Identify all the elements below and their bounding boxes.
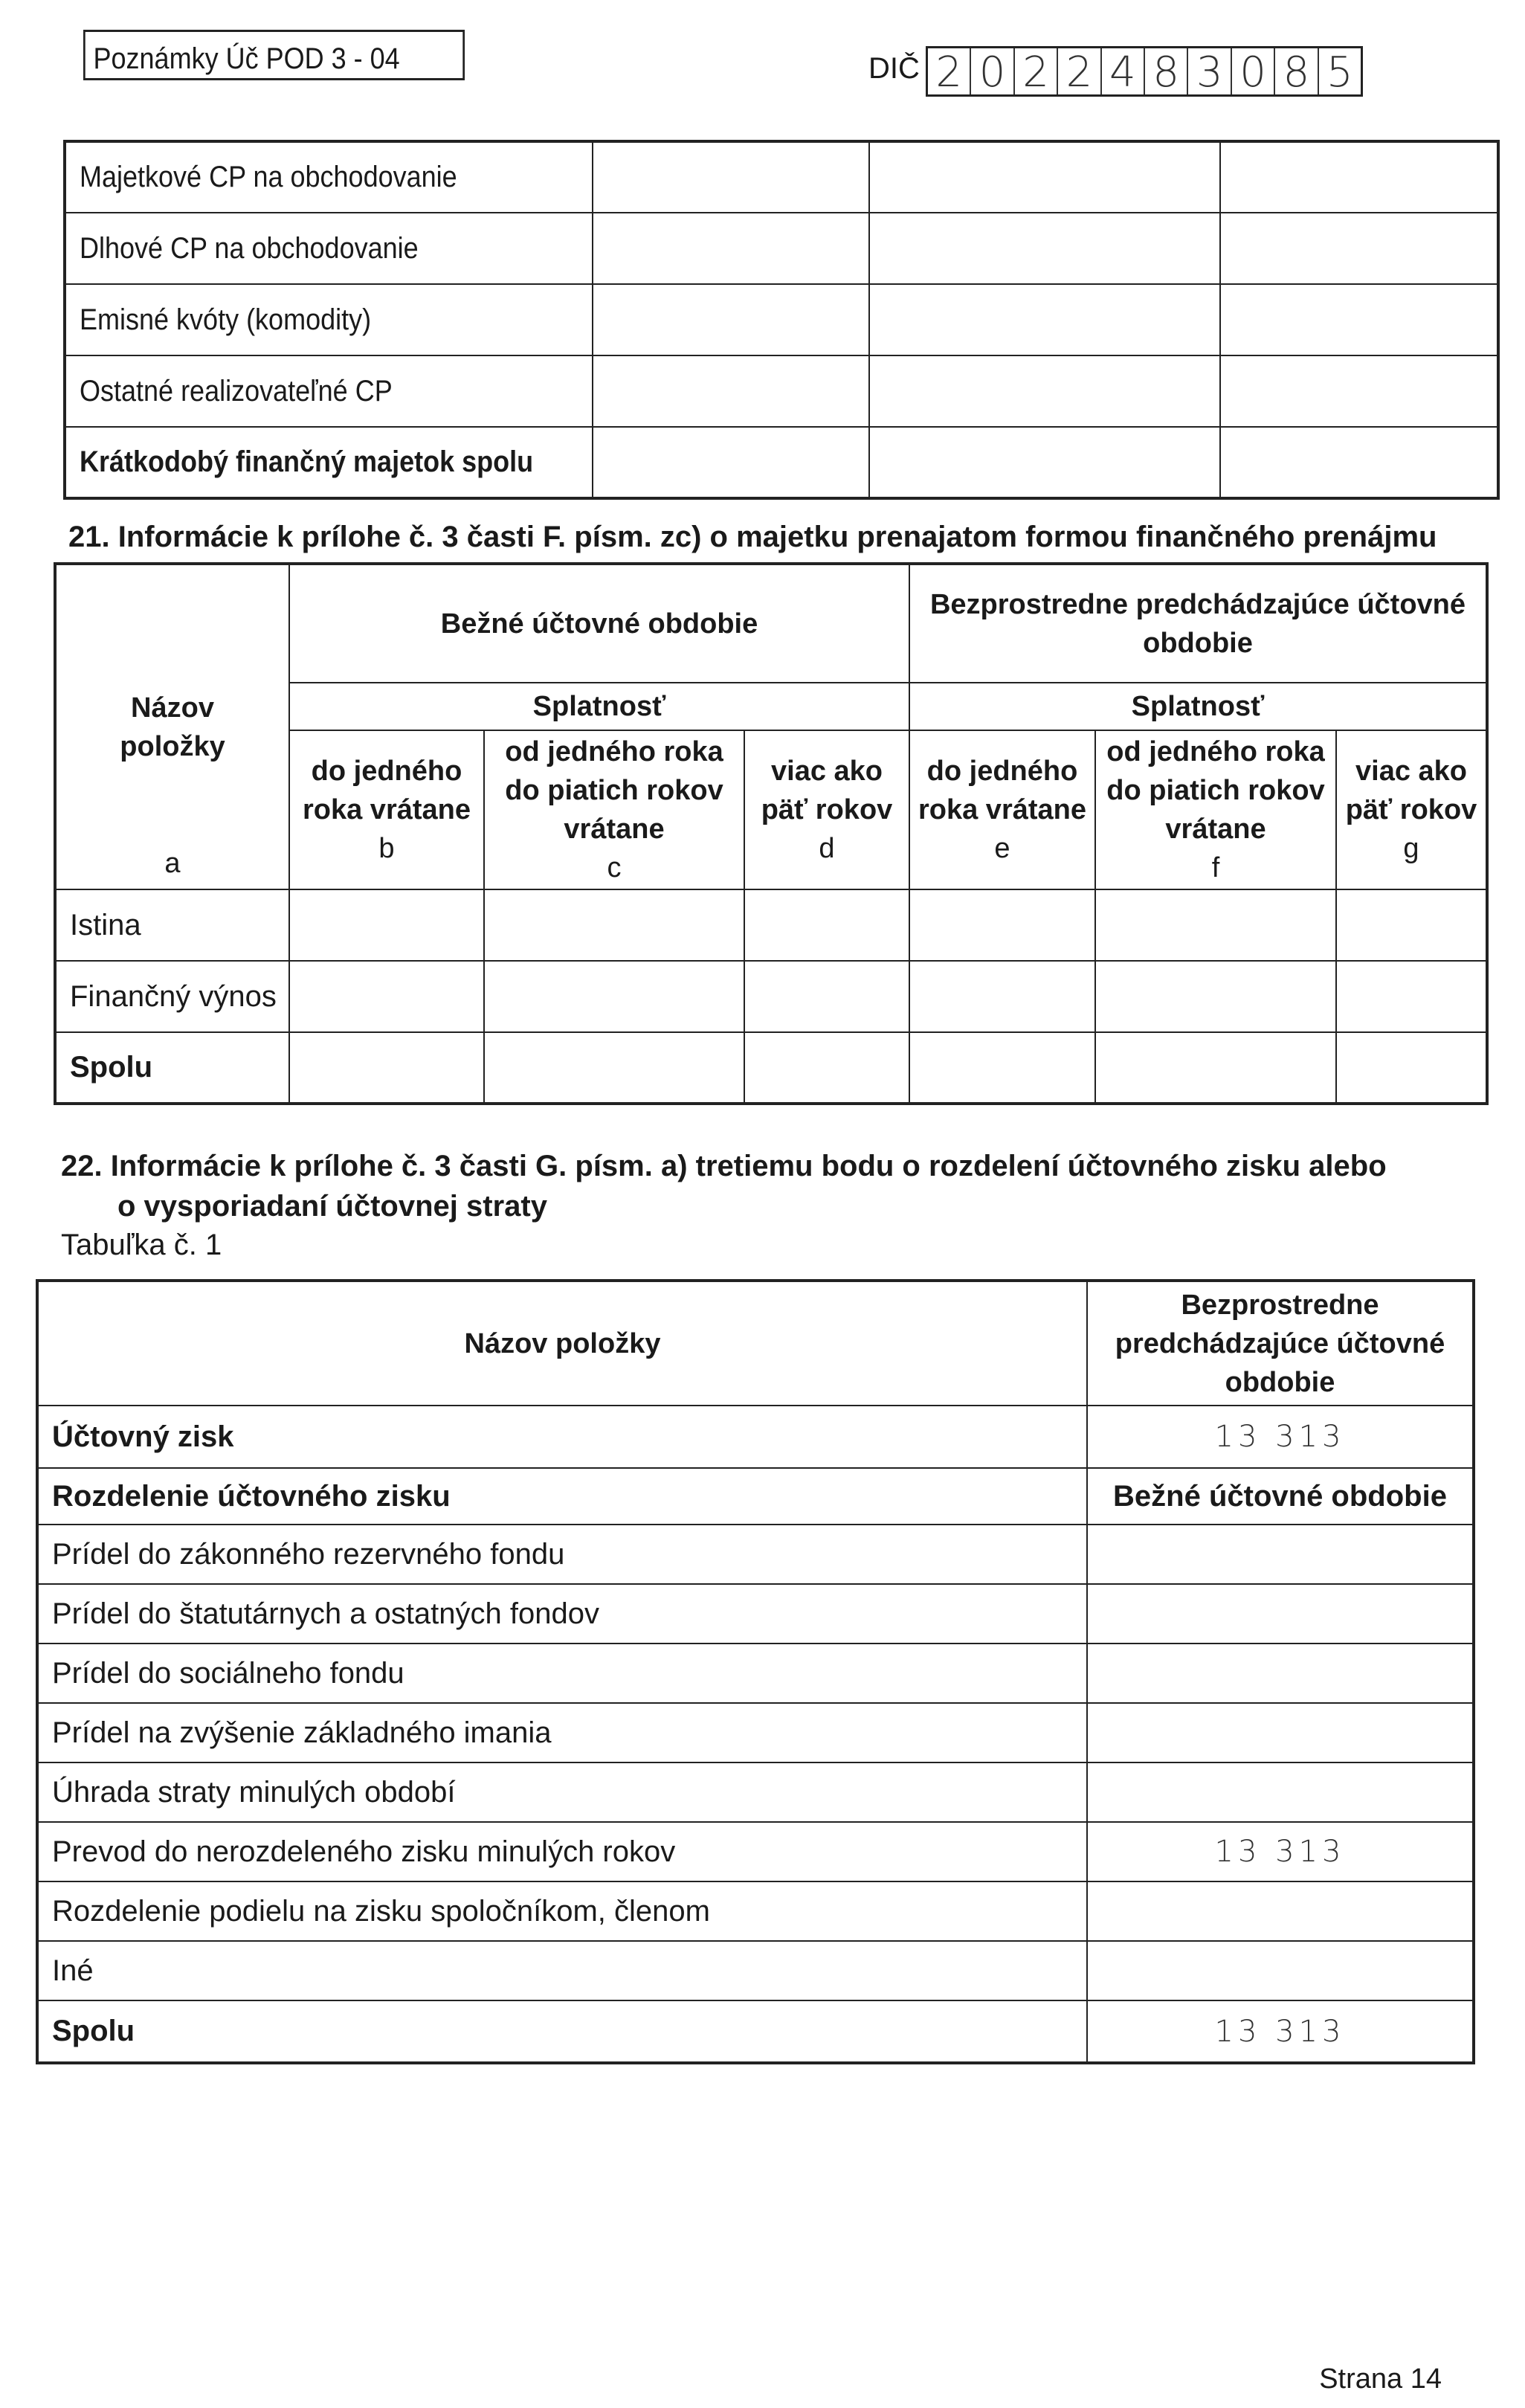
dic-digit: 0 <box>1232 48 1275 94</box>
value-cell[interactable] <box>289 1032 484 1104</box>
row-label: Dlhové CP na obchodovanie <box>65 213 593 284</box>
value-cell[interactable] <box>1095 1032 1336 1104</box>
value-cell[interactable] <box>593 284 869 355</box>
table-row-total <box>65 427 1498 498</box>
dic-digit: 2 <box>1015 48 1058 94</box>
column-header: viac ako päť rokov d <box>744 730 909 889</box>
row-label: Spolu <box>55 1032 289 1104</box>
table-row <box>37 1822 1474 1881</box>
form-code-label: Poznámky Úč POD 3 - 04 <box>83 30 465 80</box>
row-label: Emisné kvóty (komodity) <box>65 284 593 355</box>
column-header-name: Názov položky <box>37 1281 1087 1406</box>
value-cell[interactable] <box>909 889 1095 961</box>
column-header-name: Názov položky a <box>55 564 289 889</box>
value-cell[interactable] <box>484 961 744 1032</box>
value-cell[interactable] <box>869 355 1220 427</box>
profit-value[interactable]: 13 313 <box>1087 1406 1474 1468</box>
value-cell[interactable] <box>1087 1644 1474 1703</box>
table-row <box>37 1941 1474 2000</box>
dic-digit: 5 <box>1326 48 1353 97</box>
value-cell[interactable] <box>1336 961 1487 1032</box>
table-row <box>65 141 1498 213</box>
value-cell[interactable] <box>1087 1762 1474 1822</box>
row-label: Úhrada straty minulých období <box>37 1762 1087 1822</box>
row-label: Prídel do štatutárnych a ostatných fondov <box>37 1584 1087 1644</box>
dic-digit: 2 <box>928 48 971 94</box>
value-cell[interactable] <box>484 889 744 961</box>
table-row-total <box>37 2000 1474 2063</box>
value-cell[interactable] <box>909 961 1095 1032</box>
section-21-title: 21. Informácie k prílohe č. 3 časti F. písm. zc) o majetku prenajatom formou finančného prenájmu <box>68 521 1437 553</box>
row-label: Rozdelenie podielu na zisku spoločníkom, členom <box>37 1881 1087 1941</box>
column-header: od jedného roka do piatich rokov vrátane c <box>484 730 744 889</box>
row-label: Ostatné realizovateľné CP <box>65 355 593 427</box>
row-label: Prevod do nerozdeleného zisku minulých rokov <box>37 1822 1087 1881</box>
dic-field[interactable] <box>926 46 1363 97</box>
short-term-financial-assets-table <box>63 140 1500 500</box>
value-cell[interactable]: 13 313 <box>1087 1822 1474 1881</box>
dic-digit: 3 <box>1188 48 1231 94</box>
table-row <box>65 355 1498 427</box>
value-cell[interactable] <box>744 1032 909 1104</box>
row-label: Iné <box>37 1941 1087 2000</box>
value-cell[interactable] <box>593 141 869 213</box>
value-cell[interactable] <box>289 889 484 961</box>
value-cell[interactable] <box>1220 284 1498 355</box>
value-cell[interactable] <box>1220 355 1498 427</box>
total-value[interactable]: 13 313 <box>1087 2000 1474 2063</box>
value-cell[interactable] <box>593 427 869 498</box>
value-cell[interactable] <box>484 1032 744 1104</box>
value-cell[interactable] <box>1336 1032 1487 1104</box>
row-label: Prídel do zákonného rezervného fondu <box>37 1525 1087 1584</box>
value-cell[interactable] <box>1095 961 1336 1032</box>
value-cell[interactable] <box>1095 889 1336 961</box>
dic-label: DIČ <box>868 52 920 85</box>
value-cell[interactable] <box>289 961 484 1032</box>
section-22-title: 22. Informácie k prílohe č. 3 časti G. písm. a) tretiemu bodu o rozdelení účtovného zisku alebo <box>61 1150 1387 1182</box>
value-cell[interactable] <box>744 961 909 1032</box>
value-cell[interactable] <box>1087 1584 1474 1644</box>
table-number-label: Tabuľka č. 1 <box>61 1229 222 1261</box>
value-cell[interactable] <box>1087 1703 1474 1762</box>
row-label: Majetkové CP na obchodovanie <box>65 141 593 213</box>
column-header: viac ako päť rokov g <box>1336 730 1487 889</box>
table-row-profit <box>37 1406 1474 1468</box>
value-cell[interactable] <box>869 284 1220 355</box>
column-header: do jedného roka vrátane b <box>289 730 484 889</box>
table-row <box>37 1584 1474 1644</box>
value-cell[interactable] <box>1220 141 1498 213</box>
column-header-maturity: Splatnosť <box>289 683 909 730</box>
value-cell[interactable] <box>744 889 909 961</box>
value-cell[interactable] <box>869 213 1220 284</box>
column-header-previous-period: Bezprostredne predchádzajúce účtovné obdobie <box>909 564 1487 683</box>
finance-lease-table <box>54 562 1489 1105</box>
value-cell[interactable] <box>869 427 1220 498</box>
row-label: Spolu <box>37 2000 1087 2063</box>
value-cell[interactable] <box>1220 213 1498 284</box>
table-row <box>55 961 1487 1032</box>
row-label: Finančný výnos <box>55 961 289 1032</box>
row-label: Istina <box>55 889 289 961</box>
value-cell[interactable] <box>1087 1881 1474 1941</box>
value-cell[interactable] <box>1087 1941 1474 2000</box>
table-row <box>37 1762 1474 1822</box>
column-header: do jedného roka vrátane e <box>909 730 1095 889</box>
table-row-distribution <box>37 1468 1474 1525</box>
table-row <box>65 213 1498 284</box>
profit-distribution-table <box>36 1279 1475 2064</box>
column-header-current-period: Bežné účtovné obdobie <box>1087 1468 1474 1525</box>
column-header-maturity: Splatnosť <box>909 683 1487 730</box>
row-label: Rozdelenie účtovného zisku <box>37 1468 1087 1525</box>
table-row <box>37 1644 1474 1703</box>
page-number: Strana 14 <box>1319 2363 1442 2395</box>
table-row <box>65 284 1498 355</box>
column-header-current-period: Bežné účtovné obdobie <box>289 564 909 683</box>
section-22-title-line2: o vysporiadaní účtovnej straty <box>117 1190 547 1223</box>
value-cell[interactable] <box>593 355 869 427</box>
column-header: od jedného roka do piatich rokov vrátane f <box>1095 730 1336 889</box>
value-cell[interactable] <box>1220 427 1498 498</box>
dic-digit: 8 <box>1275 48 1318 94</box>
value-cell[interactable] <box>593 213 869 284</box>
row-label: Prídel do sociálneho fondu <box>37 1644 1087 1703</box>
dic-digit: 0 <box>971 48 1014 94</box>
table-row <box>37 1881 1474 1941</box>
table-row <box>55 889 1487 961</box>
row-label: Prídel na zvýšenie základného imania <box>37 1703 1087 1762</box>
row-label: Účtovný zisk <box>37 1406 1087 1468</box>
table-row-total <box>55 1032 1487 1104</box>
value-cell[interactable] <box>1336 889 1487 961</box>
column-header-previous-period: Bezprostredne predchádzajúce účtovné obdobie <box>1087 1281 1474 1406</box>
value-cell[interactable] <box>909 1032 1095 1104</box>
value-cell[interactable] <box>1087 1525 1474 1584</box>
row-label: Krátkodobý finančný majetok spolu <box>65 427 593 498</box>
table-row <box>37 1703 1474 1762</box>
value-cell[interactable] <box>869 141 1220 213</box>
dic-digit: 8 <box>1145 48 1188 94</box>
dic-digit: 2 <box>1058 48 1101 94</box>
table-row <box>37 1525 1474 1584</box>
dic-digit: 4 <box>1102 48 1145 94</box>
